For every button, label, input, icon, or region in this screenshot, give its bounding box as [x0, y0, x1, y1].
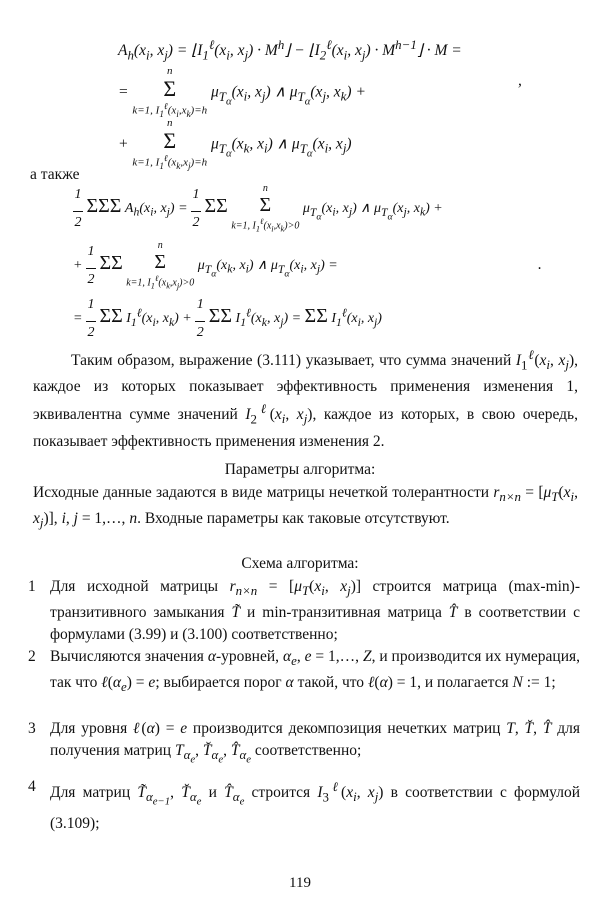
list-item-number: 2: [28, 648, 36, 665]
list-item-text: Для исходной матрицы $r_{n\times n} = [\mu_T(x_i$, $x_j$)] строится матрица (max-min)-транзитивного замыкания T̃ и min-транзитивная матрица T̂ в соответствии с формулами (3.99) и (3.100) соответственно;: [50, 578, 581, 644]
page-number: 119: [289, 875, 311, 891]
list-item-number: 3: [28, 720, 36, 737]
equation-punctuation: .: [538, 256, 542, 273]
equation-line: 1 2 ΣΣΣ $A_h(x_i$, $x_j) = 1$ 2 ΣΣ n Σ k=1, $I_1^\ell(x_i,x_k)>0$ $\mu_{T_\alpha}(x_i$, $x_j$) ∧ $\mu_{T_\alpha}(x_j$, $x_k$) +: [74, 183, 443, 234]
equation-line: + n Σ k=1, $I_1^\ell(x_k,x_j)=h$ $\mu_{T_\alpha}(x_k$, $x_i$) ∧ $\mu_{T_\alpha}(x_i$, $x_j$): [118, 117, 352, 171]
heading-scheme: Схема алгоритма:: [241, 555, 359, 572]
paragraph-parameters: Исходные данные задаются в виде матрицы нечеткой толерантности $r_{n\times n} = [\mu_T(x_i$, $x_j$)], i, j = 1,…, n. Входные параметры как таковые отсутствуют.: [33, 484, 578, 531]
equation-line: = n Σ k=1, $I_1^\ell(x_i,x_k)=h$ $\mu_{T_\alpha}(x_i$, $x_j$) ∧ $\mu_{T_\alpha}(x_j$, $x_k$) +: [118, 65, 366, 119]
equation-line: = 1 2 ΣΣ $I_1^\ell(x_i$, $x_k) + 1$ 2 ΣΣ $I_1^\ell(x_k$, $x_j) = \Sigma\Sigma$ $I_1^\ell(x_i$, $x_j$): [73, 297, 382, 340]
equation-punctuation: ,: [518, 72, 522, 89]
paragraph-conclusion: Таким образом, выражение (3.111) указывает, что сумма значений $I_1^\ell(x_i$, $x_j$), каждое из которых показывает эффективность применения изменения 1, эквивалентна сумме значений $I_2^\ell(x_i$, $x_j$), каждое из которых, в свою очередь, показывает эффективность применения изменения 2.: [33, 347, 578, 450]
list-item-text: Для матриц $T̃_{\alpha_{e-1}}$, $T̆_{\alpha_e}$ и $T̂_{\alpha_e}$ строится $I_3^\ell(x_i$, $x_j$) в соответствии с формулой (3.109);: [50, 779, 581, 832]
also-text: а также: [30, 166, 80, 183]
list-item-text: Вычисляются значения α-уровней, $\alpha_e$, e = 1,…, Z, и производится их нумерация, так что $\ell(\alpha_e) = e$; выбирается порог α такой, что ℓ(α) = 1, и полагается N := 1;: [50, 648, 581, 695]
list-item-text: Для уровня ℓ(α) = e производится декомпозиция нечетких матриц T, T̆, T̂ для получения матриц $T_{\alpha_e}$, $T̆_{\alpha_e}$, $T̂_{\alpha_e}$ соответственно;: [50, 720, 580, 766]
heading-parameters: Параметры алгоритма:: [224, 461, 376, 478]
list-item-number: 4: [28, 778, 36, 795]
equation-line: + 1 2 ΣΣ n Σ k=1, $I_1^\ell(x_k,x_j)>0$ $\mu_{T_\alpha}(x_k$, $x_i$) ∧ $\mu_{T_\alpha}(x_i$, $x_j$) =: [73, 240, 338, 291]
list-item-number: 1: [28, 578, 36, 595]
equation-line: $A_h(x_i$, $x_j$) = $⌊I_1^\ell(x_i$, $x_j$) · $M^h⌋$ − $⌊I_2^\ell(x_i$, $x_j$) · $M^{h-1}⌋ \cdot M$ =: [118, 37, 462, 63]
